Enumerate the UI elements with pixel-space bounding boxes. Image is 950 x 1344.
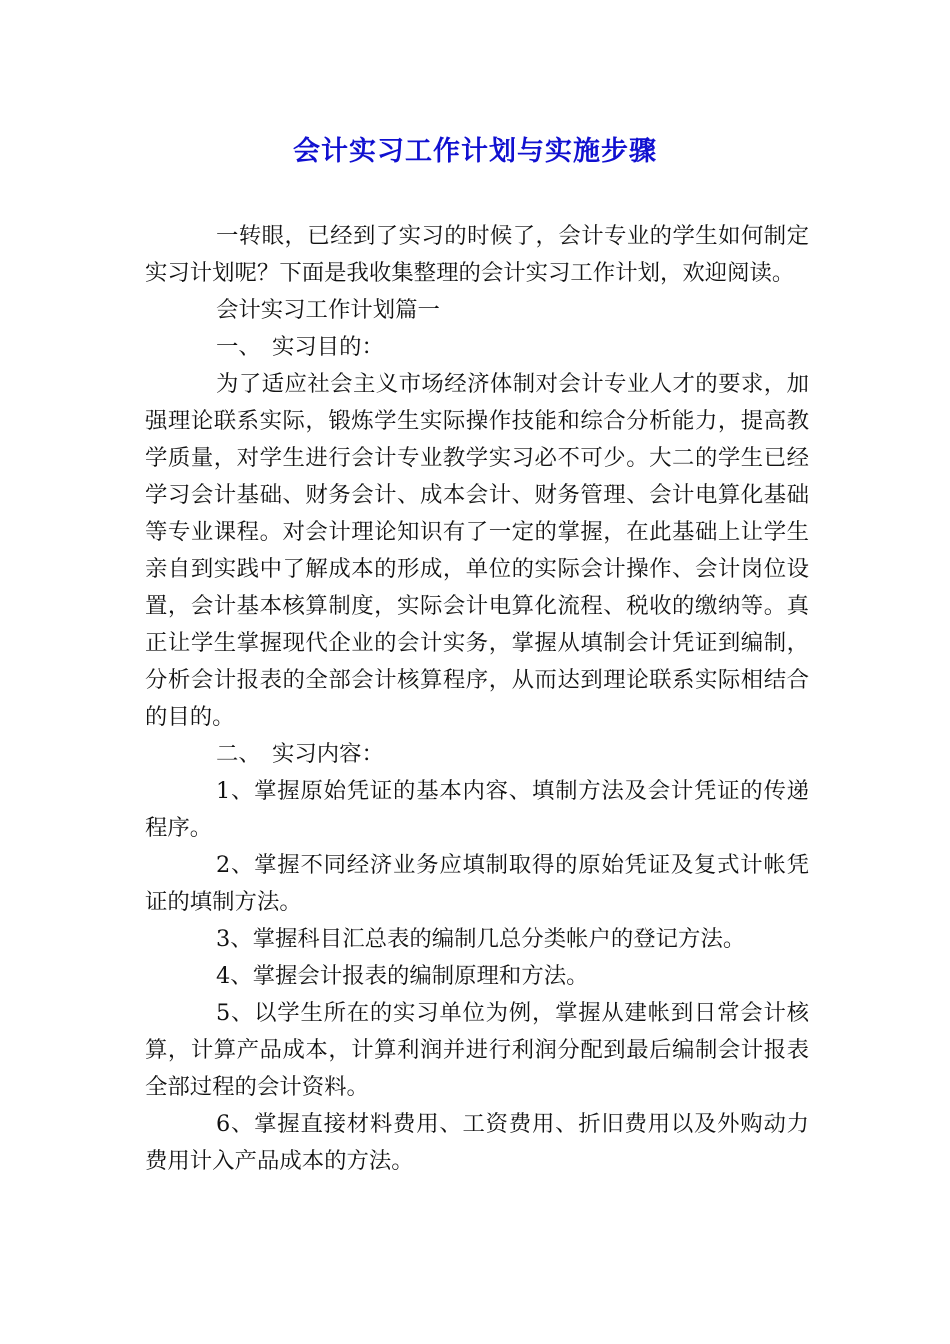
content-item-4: 4、掌握会计报表的编制原理和方法。 bbox=[216, 963, 589, 989]
content-item-5: 5、以学生所在的实习单位为例，掌握从建帐到日常会计核算，计算产品成本，计算利润并进行利润分配到最后编制会计报表全部过程的会计资料。 bbox=[145, 1000, 809, 1100]
intro-paragraph: 一转眼，已经到了实习的时候了，会计专业的学生如何制定实习计划呢？下面是我收集整理的会计实习工作计划，欢迎阅读。 bbox=[145, 223, 809, 286]
section-heading-plan-1: 会计实习工作计划篇一 bbox=[216, 297, 440, 323]
document-title: 会计实习工作计划与实施步骤 bbox=[293, 136, 657, 167]
subheading-purpose: 一、 实习目的： bbox=[216, 334, 384, 360]
content-item-2: 2、掌握不同经济业务应填制取得的原始凭证及复式计帐凭证的填制方法。 bbox=[145, 852, 809, 915]
content-item-1: 1、掌握原始凭证的基本内容、填制方法及会计凭证的传递程序。 bbox=[145, 778, 809, 841]
document-body bbox=[145, 218, 809, 1180]
content-item-3: 3、掌握科目汇总表的编制几总分类帐户的登记方法。 bbox=[216, 926, 746, 952]
purpose-paragraph: 为了适应社会主义市场经济体制对会计专业人才的要求，加强理论联系实际，锻炼学生实际操作技能和综合分析能力，提高教学质量，对学生进行会计专业教学实习必不可少。大二的学生已经学习会计基础、财务会计、成本会计、财务管理、会计电算化基础等专业课程。对会计理论知识有了一定的掌握，在此基础上让学生亲自到实践中了解成本的形成，单位的实际会计操作、会计岗位设置，会计基本核算制度，实际会计电算化流程、税收的缴纳等。真正让学生掌握现代企业的会计实务，掌握从填制会计凭证到编制，分析会计报表的全部会计核算程序，从而达到理论联系实际相结合的目的。 bbox=[145, 371, 809, 730]
content-item-6: 6、掌握直接材料费用、工资费用、折旧费用以及外购动力费用计入产品成本的方法。 bbox=[145, 1111, 809, 1174]
subheading-content: 二、 实习内容： bbox=[216, 741, 384, 767]
